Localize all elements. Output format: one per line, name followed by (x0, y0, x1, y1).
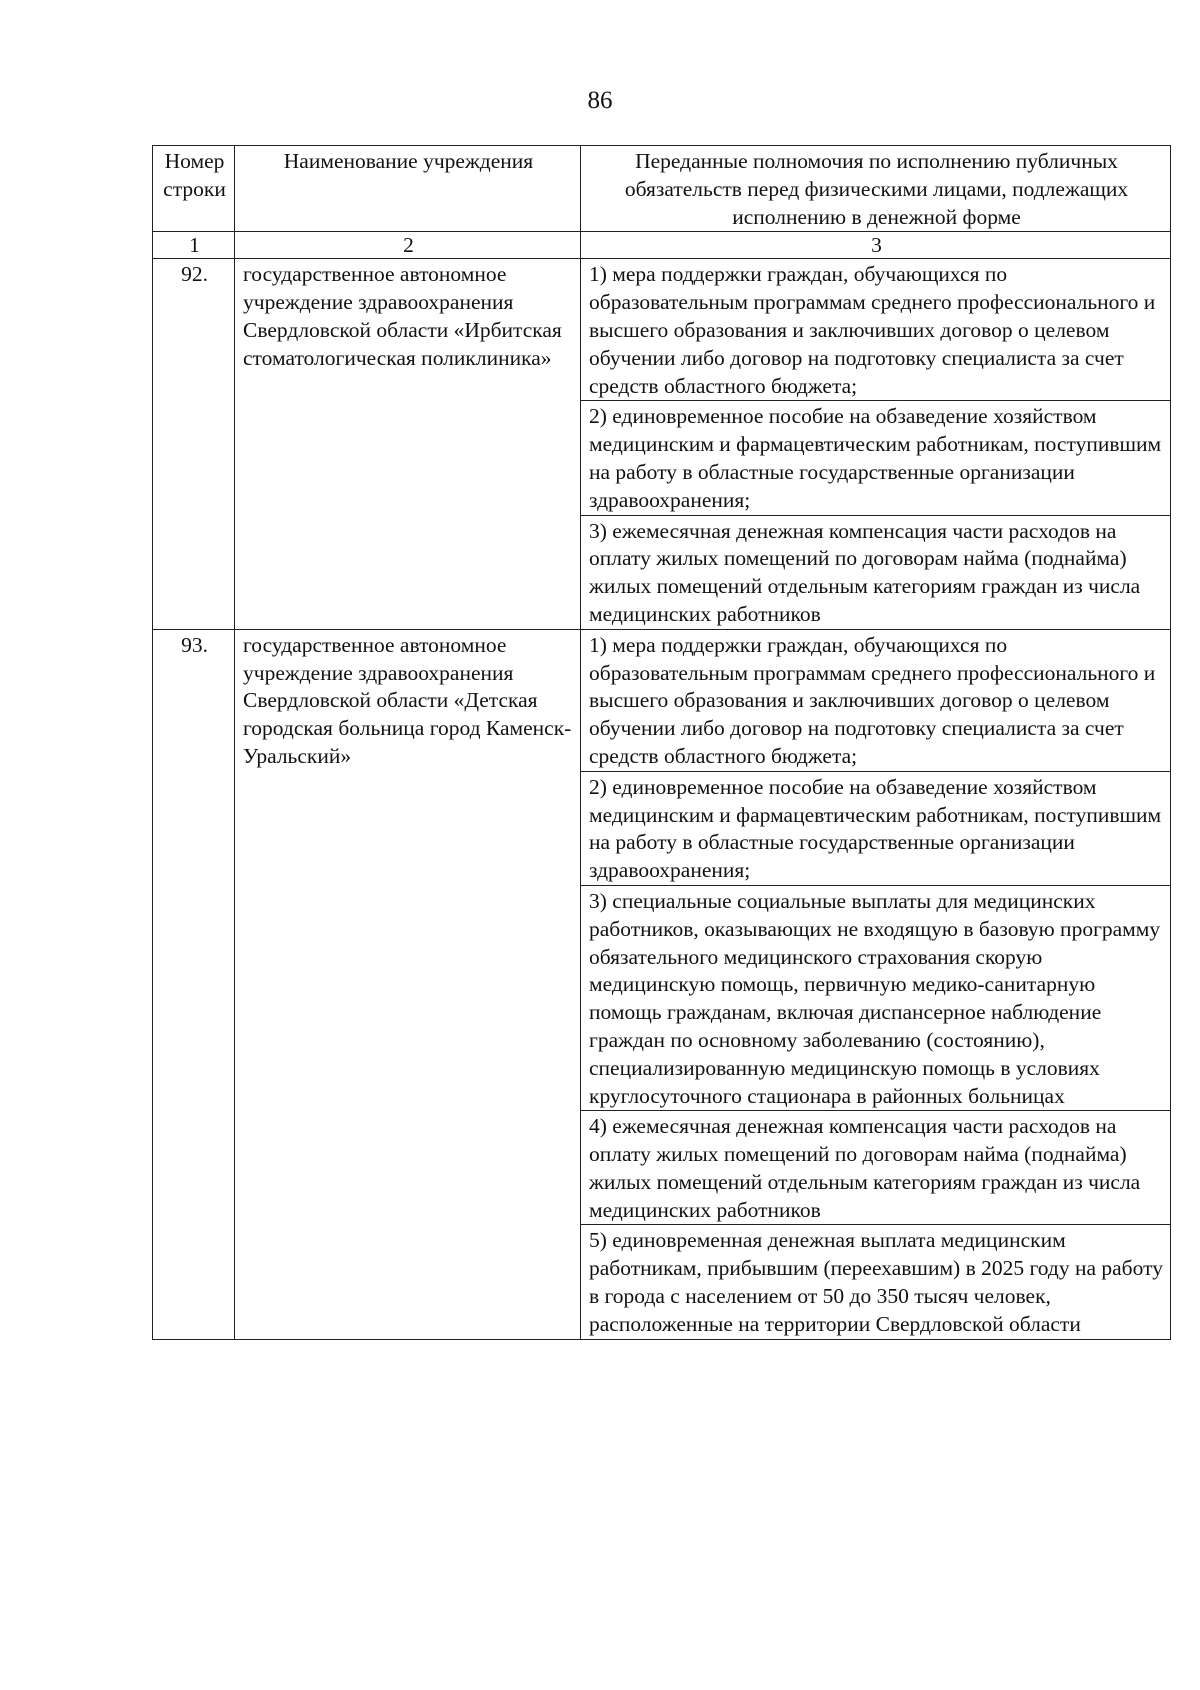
power-item: 4) ежемесячная денежная компенсация части расходов на оплату жилых помещений по договорам найма (поднайма) жилых помещений отдельным категориям граждан из числа медицинских работников (581, 1111, 1171, 1225)
header-institution-name: Наименование учреждения (235, 146, 581, 232)
powers-table (152, 145, 1171, 1340)
power-item: 1) мера поддержки граждан, обучающихся по образовательным программам среднего профессионального и высшего образования и заключивших договор о целевом обучении либо договор на подготовку специалиста за счет средств областного бюджета; (581, 629, 1171, 771)
page-number: 86 (587, 87, 613, 114)
power-item: 5) единовременная денежная выплата медицинским работникам, прибывшим (переехавшим) в 2025 году на работу в города с населением от 50 до 350 тысяч человек, расположенные на территории Свердловской области (581, 1225, 1171, 1339)
row-number: 93. (153, 629, 235, 1339)
table-header-row (153, 146, 1171, 232)
power-item: 2) единовременное пособие на обзаведение хозяйством медицинским и фармацевтическим работникам, поступившим на работу в областные государственные организации здравоохранения; (581, 771, 1171, 885)
institution-name: государственное автономное учреждение здравоохранения Свердловской области «Ирбитская стоматологическая поликлиника» (235, 259, 581, 629)
table-row (153, 629, 1171, 771)
column-number-1: 1 (153, 232, 235, 259)
row-number: 92. (153, 259, 235, 629)
column-number-2: 2 (235, 232, 581, 259)
column-number-3: 3 (581, 232, 1171, 259)
column-numbers-row (153, 232, 1171, 259)
power-item: 3) ежемесячная денежная компенсация части расходов на оплату жилых помещений по договорам найма (поднайма) жилых помещений отдельным категориям граждан из числа медицинских работников (581, 515, 1171, 629)
institution-name: государственное автономное учреждение здравоохранения Свердловской области «Детская городская больница город Каменск-Уральский» (235, 629, 581, 1339)
power-item: 2) единовременное пособие на обзаведение хозяйством медицинским и фармацевтическим работникам, поступившим на работу в областные государственные организации здравоохранения; (581, 401, 1171, 515)
power-item: 1) мера поддержки граждан, обучающихся по образовательным программам среднего профессионального и высшего образования и заключивших договор о целевом обучении либо договор на подготовку специалиста за счет средств областного бюджета; (581, 259, 1171, 401)
header-row-number: Номер строки (153, 146, 235, 232)
header-powers: Переданные полномочия по исполнению публичных обязательств перед физическими лицами, подлежащих исполнению в денежной форме (581, 146, 1171, 232)
table-row (153, 259, 1171, 401)
power-item: 3) специальные социальные выплаты для медицинских работников, оказывающих не входящую в базовую программу обязательного медицинского страхования скорую медицинскую помощь, первичную медико-санитарную помощь гражданам, включая диспансерное наблюдение граждан по основному заболеванию (состоянию), специализированную медицинскую помощь в условиях круглосуточного стационара в районных больницах (581, 885, 1171, 1110)
